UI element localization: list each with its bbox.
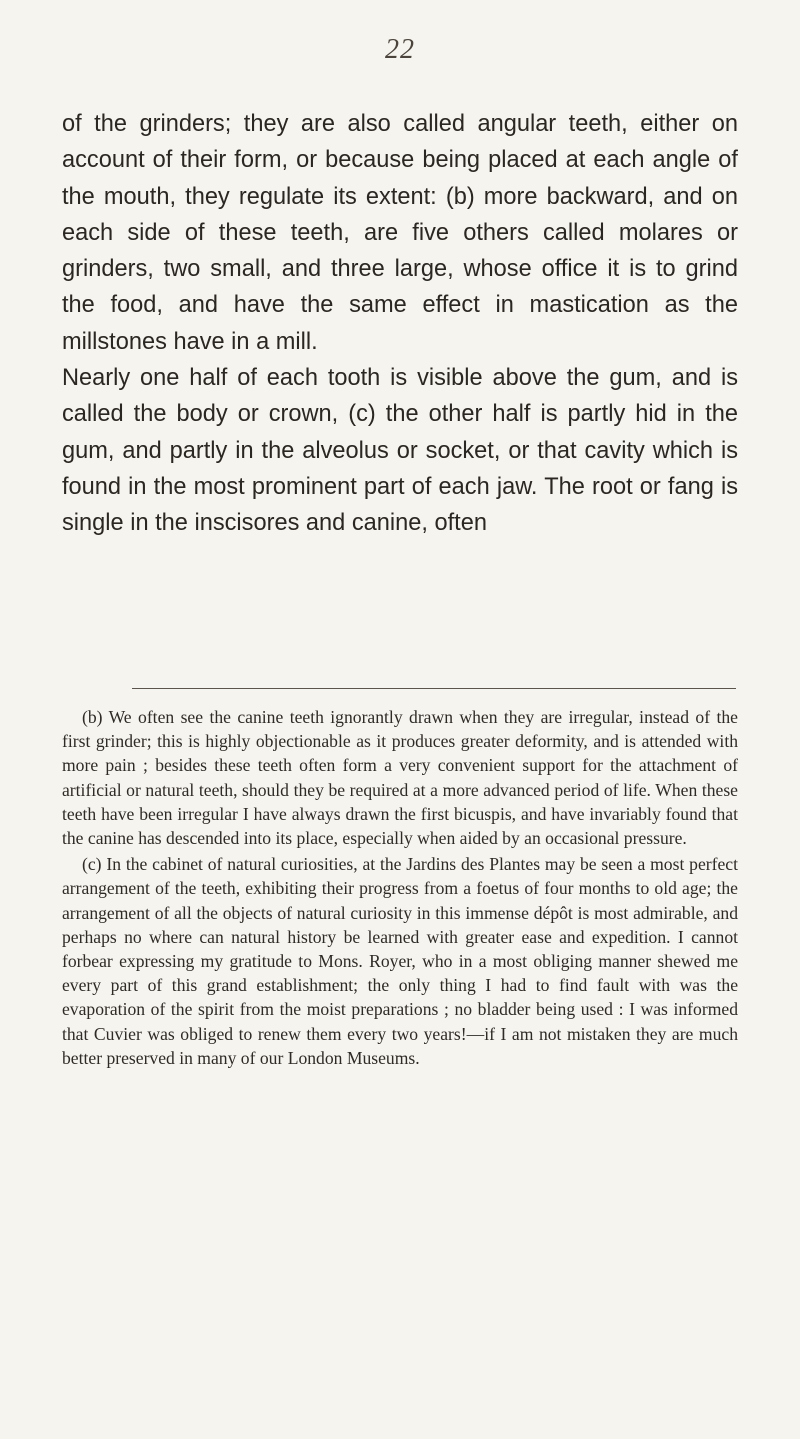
footnote-divider: [132, 688, 736, 689]
main-paragraph-2: Nearly one half of each tooth is visible above the gum, and is called the body or crown, (c) the other half is partly hid in the gum, and partly in the alveolus or socket, or that cavity which is found in the most prominent part of each jaw. The root or fang is single in the inscisores and canine, often: [62, 365, 738, 537]
main-paragraph-1: of the grinders; they are also called angular teeth, either on account of their form, or because being placed at each angle of the mouth, they regulate its extent: (b) more backward, and on each side of these teeth, are five others called molares or grinders, two small, and three large, whose office it is to grind the food, and have the same effect in mastication as the millstones have in a mill.: [62, 111, 738, 355]
main-text: [62, 106, 738, 542]
footnotes: [62, 705, 738, 1072]
footnote-b: (b) We often see the canine teeth ignorantly drawn when they are irregular, instead of the first grinder; this is highly objectionable as it produces greater deformity, and is attended with more pain ; besides these teeth often form a very convenient support for the attachment of artificial or natural teeth, should they be required at a more advanced period of life. When these teeth have been irregular I have always drawn the first bicuspis, and have invariably found that the canine has descended into its place, especially when aided by an occasional pressure.: [62, 707, 738, 849]
footnote-c: (c) In the cabinet of natural curiosities, at the Jardins des Plantes may be seen a most perfect arrangement of the teeth, exhibiting their progress from a foetus of four months to old age; the arrangement of all the objects of natural curiosity in this immense dépôt is most admirable, and perhaps no where can natural history be learned with greater ease and expedition. I cannot forbear expressing my gratitude to Mons. Royer, who in a most obliging manner shewed me every part of this grand establishment; the only thing I had to find fault with was the evaporation of the spirit from the moist preparations ; no bladder being used : I was informed that Cuvier was obliged to renew them every two years!—if I am not mistaken they are much better preserved in many of our London Museums.: [62, 854, 738, 1068]
page-number: 22: [385, 34, 415, 65]
